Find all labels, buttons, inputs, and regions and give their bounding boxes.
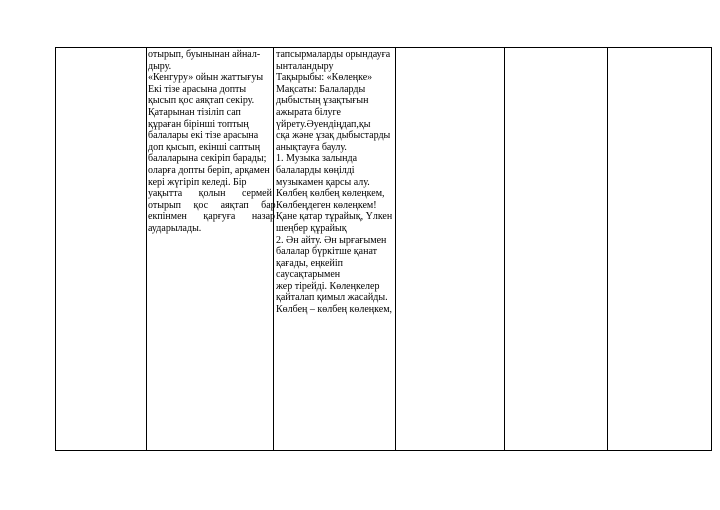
- text-line: музыкамен қарсы алу.: [276, 176, 370, 188]
- text-line: үйрету.Әуендіңдап,қы: [276, 118, 371, 130]
- text-line: ынталандыру: [276, 60, 334, 72]
- text-line: қағады, еңкейіп: [276, 257, 343, 269]
- text-line: анықтауға баулу.: [276, 141, 347, 153]
- text-line: кері жүгіріп келеді. Бір: [148, 176, 247, 188]
- text-line: балаларды көңілді: [276, 164, 355, 176]
- text-line: оларға допты беріп, арқамен: [148, 164, 270, 176]
- text-line: екпінмен қарғуға назар: [148, 211, 276, 223]
- text-line: сқа және ұзақ дыбыстарды: [276, 130, 391, 142]
- text-line: доп қысып, екінші саптың: [148, 141, 261, 153]
- text-line: Екі тізе арасына допты: [148, 83, 247, 95]
- table-column-divider: [607, 48, 608, 450]
- lesson-plan-table: [55, 47, 712, 451]
- text-line: саусақтарымен: [276, 269, 341, 281]
- text-line: шеңбер құрайық: [276, 222, 347, 234]
- text-line: «Кенгуру» ойын жаттығуы: [148, 72, 264, 84]
- table-column-divider: [711, 48, 712, 450]
- text-line: отырып, буынынан айнал-: [148, 49, 261, 60]
- text-line: қайталап қимыл жасайды.: [276, 292, 388, 304]
- table-cell-exercise-text: [148, 49, 276, 235]
- text-line: қысып қос аяқтап секіру.: [148, 95, 255, 107]
- text-line: 1. Музыка залында: [276, 153, 358, 165]
- table-cell-music-activity-text: [276, 49, 392, 316]
- text-line: Көлбең – көлбең көлеңкем,: [276, 304, 393, 316]
- table-column-divider: [146, 48, 147, 450]
- text-line: Тақырыбы: «Көлеңке»: [276, 72, 373, 84]
- text-line: Қане қатар тұрайық, Үлкен: [276, 211, 393, 223]
- text-line: дыбыстың ұзақтығын: [276, 95, 369, 107]
- text-line: балалары екі тізе арасына: [148, 130, 259, 142]
- table-column-divider: [395, 48, 396, 450]
- text-line: дыру.: [148, 60, 172, 72]
- text-line: отырып қос аяқтап бар: [148, 199, 276, 211]
- text-line: уақытта қолын сермей: [148, 188, 272, 200]
- text-line: 2. Ән айту. Ән ырғағымен: [276, 234, 387, 246]
- text-line: жер тірейді. Көлеңкелер: [276, 280, 380, 292]
- text-line: құраған бірінші топтың: [148, 118, 249, 130]
- text-line: Көлбеңдеген көлеңкем!: [276, 199, 377, 211]
- table-column-divider: [504, 48, 505, 450]
- text-line: Мақсаты: Балаларды: [276, 83, 366, 95]
- text-line: балаларына секіріп барады;: [148, 153, 267, 165]
- text-line: Қатарынан тізіліп сап: [148, 106, 241, 118]
- text-line: Көлбең көлбең көлеңкем,: [276, 188, 385, 200]
- table-column-divider: [55, 48, 56, 450]
- text-line: тапсырмаларды орындауға: [276, 49, 391, 60]
- text-line: балалар бүркітше қанат: [276, 246, 377, 258]
- text-line: ажырата білуге: [276, 106, 341, 118]
- text-line: аударылады.: [148, 222, 202, 234]
